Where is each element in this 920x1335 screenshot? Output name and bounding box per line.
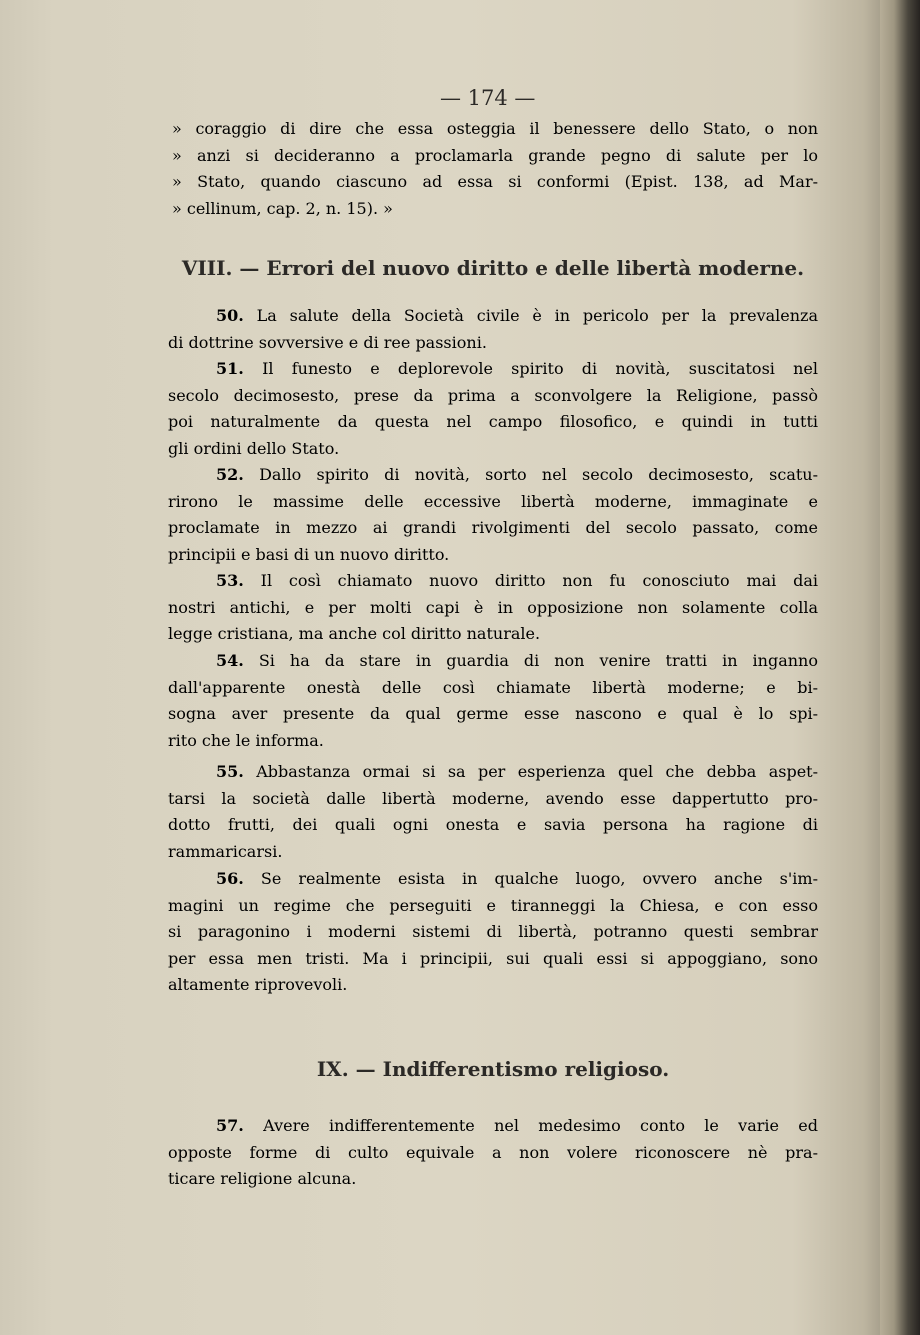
paragraph-53 <box>168 571 818 651</box>
para-line: magini un regime che perseguiti e tiranneggi la Chiesa, e con esso <box>168 895 818 915</box>
section-heading-viii: VIII. — Errori del nuovo diritto e delle libertà moderne. <box>181 256 805 280</box>
para-line: La salute della Società civile è in pericolo per la prevalenza <box>256 306 819 325</box>
para-line: per essa men tristi. Ma i principii, sui quali essi si appoggiano, sono <box>168 948 818 968</box>
para-line: Se realmente esista in qualche luogo, ovvero anche s'im- <box>260 869 818 888</box>
para-number: 52. <box>216 465 244 484</box>
para-line: sogna aver presente da qual germe esse nascono e qual è lo spi- <box>168 704 818 723</box>
paragraph-50 <box>168 306 818 359</box>
para-line: di dottrine sovversive e di ree passioni. <box>168 332 487 352</box>
para-line: poi naturalmente da questa nel campo filosofico, e quindi in tutti <box>168 412 818 431</box>
paragraph-51 <box>168 359 818 465</box>
para-line: Avere indifferentemente nel medesimo conto le varie ed <box>263 1116 819 1135</box>
paragraph-54 <box>168 651 818 757</box>
para-line: rirono le massime delle eccessive libertà moderne, immaginate e <box>168 491 818 511</box>
para-number: 53. <box>216 571 244 590</box>
para-line: principii e basi di un nuovo diritto. <box>168 544 450 564</box>
section-heading-ix: IX. — Indifferentismo religioso. <box>316 1057 670 1081</box>
para-number: 50. <box>216 306 244 325</box>
paragraph-55 <box>168 762 818 868</box>
para-number: 54. <box>216 651 244 670</box>
para-line: si paragonino i moderni sistemi di libertà, potranno questi sembrar <box>168 922 818 941</box>
para-line: tarsi la società dalle libertà moderne, avendo esse dappertutto pro- <box>168 788 818 808</box>
page-number: — 174 — <box>440 86 536 110</box>
para-line: proclamate in mezzo ai grandi rivolgimenti del secolo passato, come <box>168 518 818 537</box>
para-line: Si ha da stare in guardia di non venire tratti in inganno <box>258 651 818 670</box>
paragraph-52 <box>168 465 818 571</box>
para-number: 57. <box>216 1116 244 1135</box>
para-number: 55. <box>216 762 244 781</box>
para-line: opposte forme di culto equivale a non volere riconoscere nè pra- <box>168 1142 818 1162</box>
para-line: Il così chiamato nuovo diritto non fu conosciuto mai dai <box>260 571 818 590</box>
para-line: altamente riprovevoli. <box>168 975 348 994</box>
para-line: ticare religione alcuna. <box>168 1169 357 1188</box>
quote-line: » coraggio di dire che essa osteggia il benessere dello Stato, o non <box>172 119 818 138</box>
para-number: 56. <box>216 869 244 888</box>
para-line: Il funesto e deplorevole spirito di novità, suscitatosi nel <box>262 359 818 378</box>
para-line: secolo decimosesto, prese da prima a sconvolgere la Religione, passò <box>168 385 818 405</box>
paragraph-56 <box>168 869 818 1002</box>
para-line: Dallo spirito di novità, sorto nel secolo decimosesto, scatu- <box>259 465 818 484</box>
para-line: dall'apparente onestà delle così chiamate libertà moderne; e bi- <box>168 677 818 697</box>
page-edge-shadow <box>880 0 920 1335</box>
para-line: gli ordini dello Stato. <box>168 438 340 458</box>
paragraph-57 <box>168 1116 818 1196</box>
para-number: 51. <box>216 359 244 378</box>
para-line: dotto frutti, dei quali ogni onesta e savia persona ha ragione di <box>168 815 818 834</box>
para-line: nostri antichi, e per molti capi è in opposizione non solamente colla <box>168 597 818 617</box>
para-line: rito che le informa. <box>168 730 324 750</box>
para-line: Abbastanza ormai si sa per esperienza quel che debba aspet- <box>256 762 818 781</box>
quotation-block <box>172 119 818 225</box>
para-line: rammaricarsi. <box>168 841 283 861</box>
quote-line: » Stato, quando ciascuno ad essa si conformi (Epist. 138, ad Mar- <box>172 172 818 191</box>
para-line: legge cristiana, ma anche col diritto naturale. <box>168 624 541 643</box>
quote-line: » cellinum, cap. 2, n. 15). » <box>172 198 393 218</box>
quote-line: » anzi si decideranno a proclamarla grande pegno di salute per lo <box>172 145 818 165</box>
